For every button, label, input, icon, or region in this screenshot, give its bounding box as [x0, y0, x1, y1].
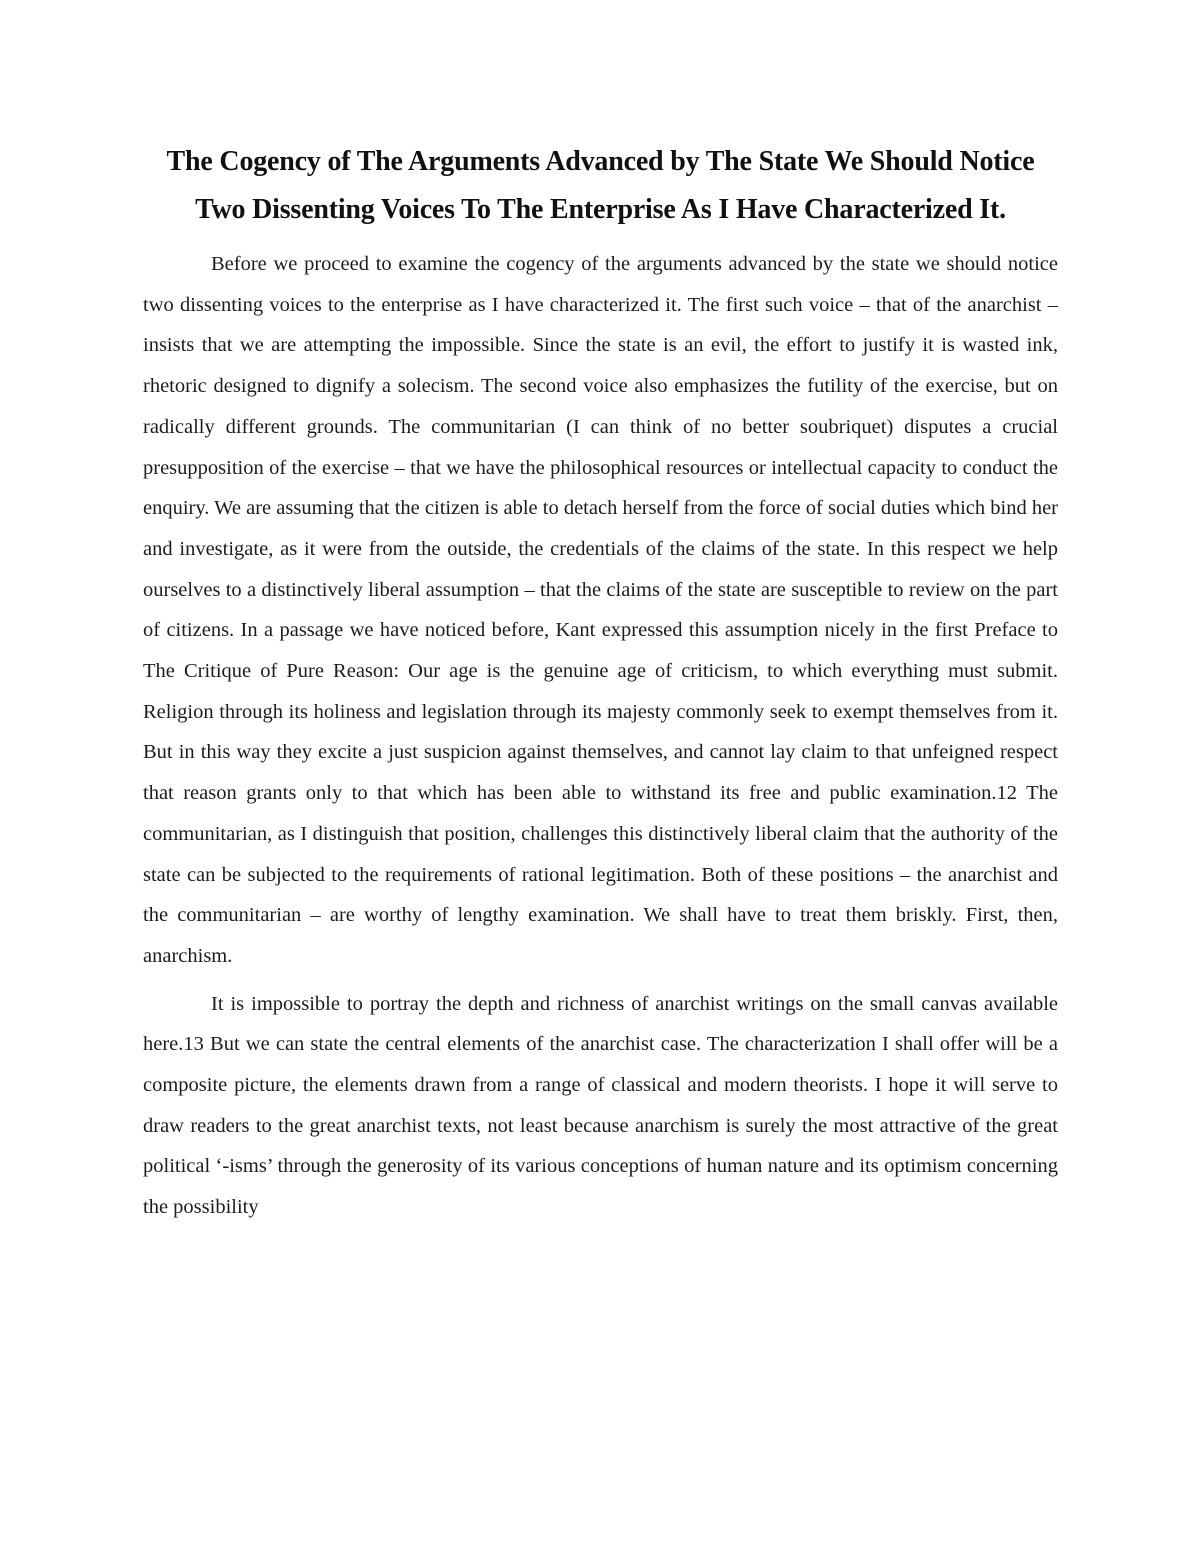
paragraph-1: Before we proceed to examine the cogency of the arguments advanced by the state we should notice two dissenting voices to the enterprise as I have characterized it. The first such voice – that of the anarchist – insists that we are attempting the impossible. Since the state is an evil, the effort to justify it is wasted ink, rhetoric designed to dignify a solecism. The second voice also emphasizes the futility of the exercise, but on radically different grounds. The communitarian (I can think of no better soubriquet) disputes a crucial presupposition of the exercise – that we have the philosophical resources or intellectual capacity to conduct the enquiry. We are assuming that the citizen is able to detach herself from the force of social duties which bind her and investigate, as it were from the outside, the credentials of the claims of the state. In this respect we help ourselves to a distinctively liberal assumption – that the claims of the state are susceptible to review on the part of citizens. In a passage we have noticed before, Kant expressed this assumption nicely in the first Preface to The Critique of Pure Reason: Our age is the genuine age of criticism, to which everything must submit. Religion through its holiness and legislation through its majesty commonly seek to exempt themselves from it. But in this way they excite a just suspicion against themselves, and cannot lay claim to that unfeigned respect that reason grants only to that which has been able to withstand its free and public examination.12 The communitarian, as I distinguish that position, challenges this distinctively liberal claim that the authority of the state can be subjected to the requirements of rational legitimation. Both of these positions – the anarchist and the communitarian – are worthy of lengthy examination. We shall have to treat them briskly. First, then, anarchism. — [143, 253, 1058, 967]
document-title: The Cogency of The Arguments Advanced by The State We Should Notice Two Dissenting Voices To The Enterprise As I Have Characterized It. — [166, 146, 1035, 225]
paragraph-2: It is impossible to portray the depth and richness of anarchist writings on the small canvas available here.13 But we can state the central elements of the anarchist case. The characterization I shall offer will be a composite picture, the elements drawn from a range of classical and modern theorists. I hope it will serve to draw readers to the great anarchist texts, not least because anarchism is surely the most attractive of the great political ‘-isms’ through the generosity of its various conceptions of human nature and its optimism concerning the possibility — [143, 992, 1058, 1219]
document-page — [143, 138, 1058, 1228]
